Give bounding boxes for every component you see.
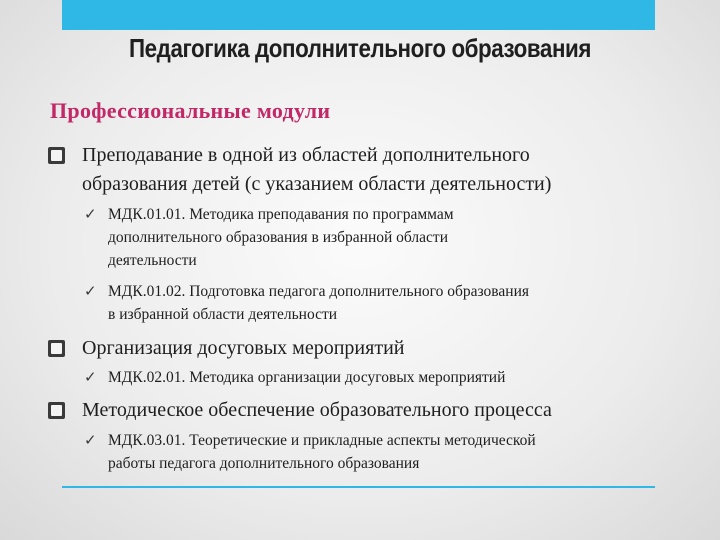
module-03-01-line-1: МДК.03.01. Теоретические и прикладные аспекты методической xyxy=(108,432,536,449)
square-bullet-icon xyxy=(48,340,65,357)
module-02-01-line-1: МДК.02.01. Методика организации досуговых мероприятий xyxy=(108,369,506,386)
checkmark-icon: ✓ xyxy=(84,431,97,449)
section-1-line-1: Преподавание в одной из областей дополнительного xyxy=(82,144,530,166)
section-2-line-1: Организация досуговых мероприятий xyxy=(82,337,405,359)
bottom-divider xyxy=(62,486,655,488)
checkmark-icon: ✓ xyxy=(84,205,97,223)
checkmark-icon: ✓ xyxy=(84,282,97,300)
top-accent-bar xyxy=(62,0,655,30)
module-03-01-line-2: работы педагога дополнительного образования xyxy=(108,455,420,472)
page-title: Педагогика дополнительного образования xyxy=(129,33,591,63)
section-3-line-1: Методическое обеспечение образовательного процесса xyxy=(82,399,552,421)
module-01-01-line-2: дополнительного образования в избранной области xyxy=(108,229,448,246)
module-01-02-line-1: МДК.01.02. Подготовка педагога дополнительного образования xyxy=(108,283,530,300)
module-01-02-line-2: в избранной области деятельности xyxy=(108,306,338,323)
checkmark-icon: ✓ xyxy=(84,368,97,386)
square-bullet-icon xyxy=(48,402,65,419)
section-1-line-2: образования детей (с указанием области деятельности) xyxy=(82,173,552,195)
module-01-01-line-3: деятельности xyxy=(108,252,197,269)
module-01-01-line-1: МДК.01.01. Методика преподавания по программам xyxy=(108,206,454,223)
square-bullet-icon xyxy=(48,147,65,164)
section-subtitle: Профессиональные модули xyxy=(50,98,331,123)
